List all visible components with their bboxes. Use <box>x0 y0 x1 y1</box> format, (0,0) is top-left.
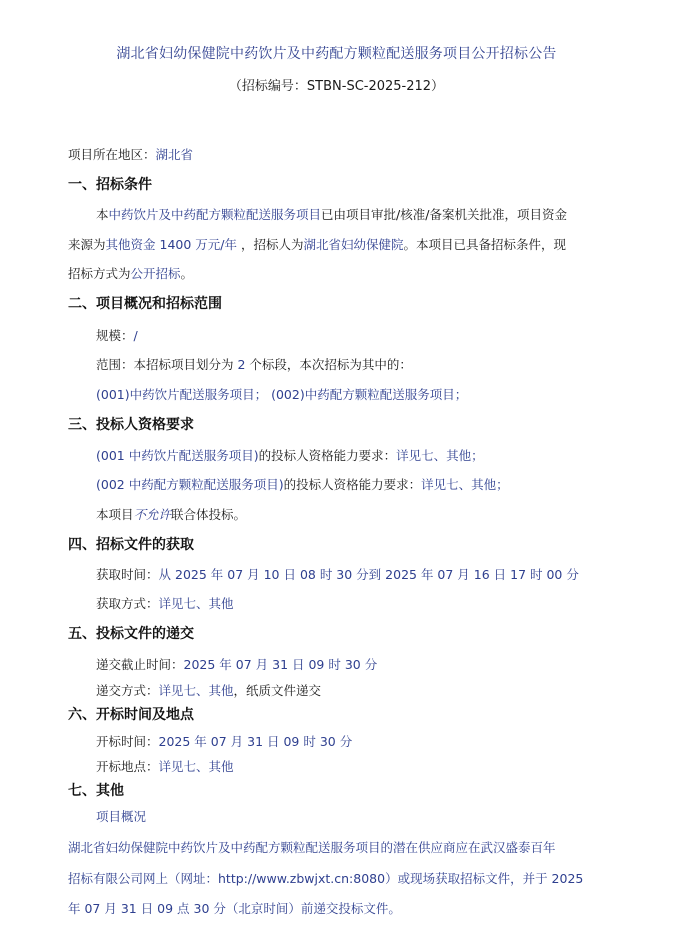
acquire-time-label: 获取时间： <box>96 567 159 582</box>
section-3-heading: 三、投标人资格要求 <box>68 417 194 433</box>
submit-method-line <box>96 681 321 699</box>
opening-time-value: 2025 年 07 月 31 日 09 时 30 分 <box>158 734 353 749</box>
lot-name: (001 中药饮片配送服务项目) <box>96 448 259 463</box>
tenderer-name: 湖北省妇幼保健院 <box>303 237 404 252</box>
submit-deadline-label: 递交截止时间： <box>96 657 184 672</box>
text: 的投标人资格能力要求： <box>283 477 422 492</box>
section-7-heading: 七、其他 <box>68 783 124 799</box>
text: 范围：本招标项目划分为 <box>96 357 238 372</box>
overview-body-line-3: 年 07 月 31 日 09 点 30 分（北京时间）前递交投标文件。 <box>68 901 401 916</box>
joint-bid-value: 不允许 <box>133 507 172 522</box>
scale-label: 规模： <box>96 328 134 343</box>
opening-time-label: 开标时间： <box>96 734 159 749</box>
submit-deadline-value: 2025 年 07 月 31 日 09 时 30 分 <box>183 657 378 672</box>
requirement-1 <box>96 446 484 464</box>
fund-source: 其他资金 1400 万元/年 <box>105 237 237 252</box>
region-value: 湖北省 <box>155 147 194 162</box>
overview-body-line-2: 招标有限公司网上（网址：http://www.zbwjxt.cn:8080）或现场获取招标文件，并于 2025 <box>68 871 584 886</box>
opening-time-line <box>96 732 352 750</box>
region-label: 项目所在地区： <box>68 147 156 162</box>
text: 。 <box>180 266 194 281</box>
submit-method-value: 详见七、其他 <box>158 683 234 698</box>
opening-place-value: 详见七、其他 <box>158 759 234 774</box>
text: 个标段，本次招标为其中的： <box>245 357 412 372</box>
acquire-method-line <box>96 594 234 612</box>
section-6-heading: 六、开标时间及地点 <box>68 707 194 723</box>
tender-method: 公开招标 <box>130 266 181 281</box>
overview-body-line-1: 湖北省妇幼保健院中药饮片及中药配方颗粒配送服务项目的潜在供应商应在武汉盛泰百年 <box>68 840 556 855</box>
submit-method-extra: ，纸质文件递交 <box>233 683 322 698</box>
page-title: 湖北省妇幼保健院中药饮片及中药配方颗粒配送服务项目公开招标公告 <box>116 46 557 62</box>
requirement-2 <box>96 475 509 493</box>
tender-number: （招标编号：STBN-SC-2025-212） <box>228 79 445 94</box>
requirement-value: 详见七、其他； <box>396 448 484 463</box>
project-region <box>68 145 193 163</box>
text: 本 <box>96 207 109 222</box>
opening-place-label: 开标地点： <box>96 759 159 774</box>
section-1-para-line-2 <box>68 235 566 253</box>
acquire-time-value: 从 2025 年 07 月 10 日 08 时 30 分到 2025 年 07 月 16 日 17 时 00 分 <box>158 567 579 582</box>
submit-deadline-line <box>96 655 377 673</box>
project-name: 中药饮片及中药配方颗粒配送服务项目 <box>108 207 322 222</box>
text: 。本项目已具备招标条件，现 <box>403 237 567 252</box>
section-5-heading: 五、投标文件的递交 <box>68 626 194 642</box>
text: ，招标人为 <box>237 237 304 252</box>
acquire-time-line <box>96 565 579 583</box>
text: 的投标人资格能力要求： <box>258 448 397 463</box>
text: 已由项目审批/核准/备案机关批准，项目资金 <box>321 207 567 222</box>
scale-value: / <box>133 328 138 343</box>
submit-method-label: 递交方式： <box>96 683 159 698</box>
section-1-para-line-3 <box>68 264 193 282</box>
lots-line: (001)中药饮片配送服务项目； (002)中药配方颗粒配送服务项目； <box>96 387 468 402</box>
opening-place-line <box>96 757 234 775</box>
scale-line <box>96 326 138 344</box>
joint-bid-line <box>96 505 246 523</box>
section-1-heading: 一、招标条件 <box>68 177 152 193</box>
lot-count: 2 <box>237 357 246 372</box>
text: 本项目 <box>96 507 134 522</box>
text: 来源为 <box>68 237 106 252</box>
overview-subheading: 项目概况 <box>96 809 147 824</box>
section-4-heading: 四、招标文件的获取 <box>68 537 194 553</box>
acquire-method-value: 详见七、其他 <box>158 596 234 611</box>
text: 招标方式为 <box>68 266 131 281</box>
scope-line <box>96 355 412 373</box>
lot-name: (002 中药配方颗粒配送服务项目) <box>96 477 284 492</box>
requirement-value: 详见七、其他； <box>421 477 509 492</box>
text: 联合体投标。 <box>171 507 247 522</box>
acquire-method-label: 获取方式： <box>96 596 159 611</box>
section-2-heading: 二、项目概况和招标范围 <box>68 296 222 312</box>
section-1-para-line-1 <box>96 205 567 223</box>
